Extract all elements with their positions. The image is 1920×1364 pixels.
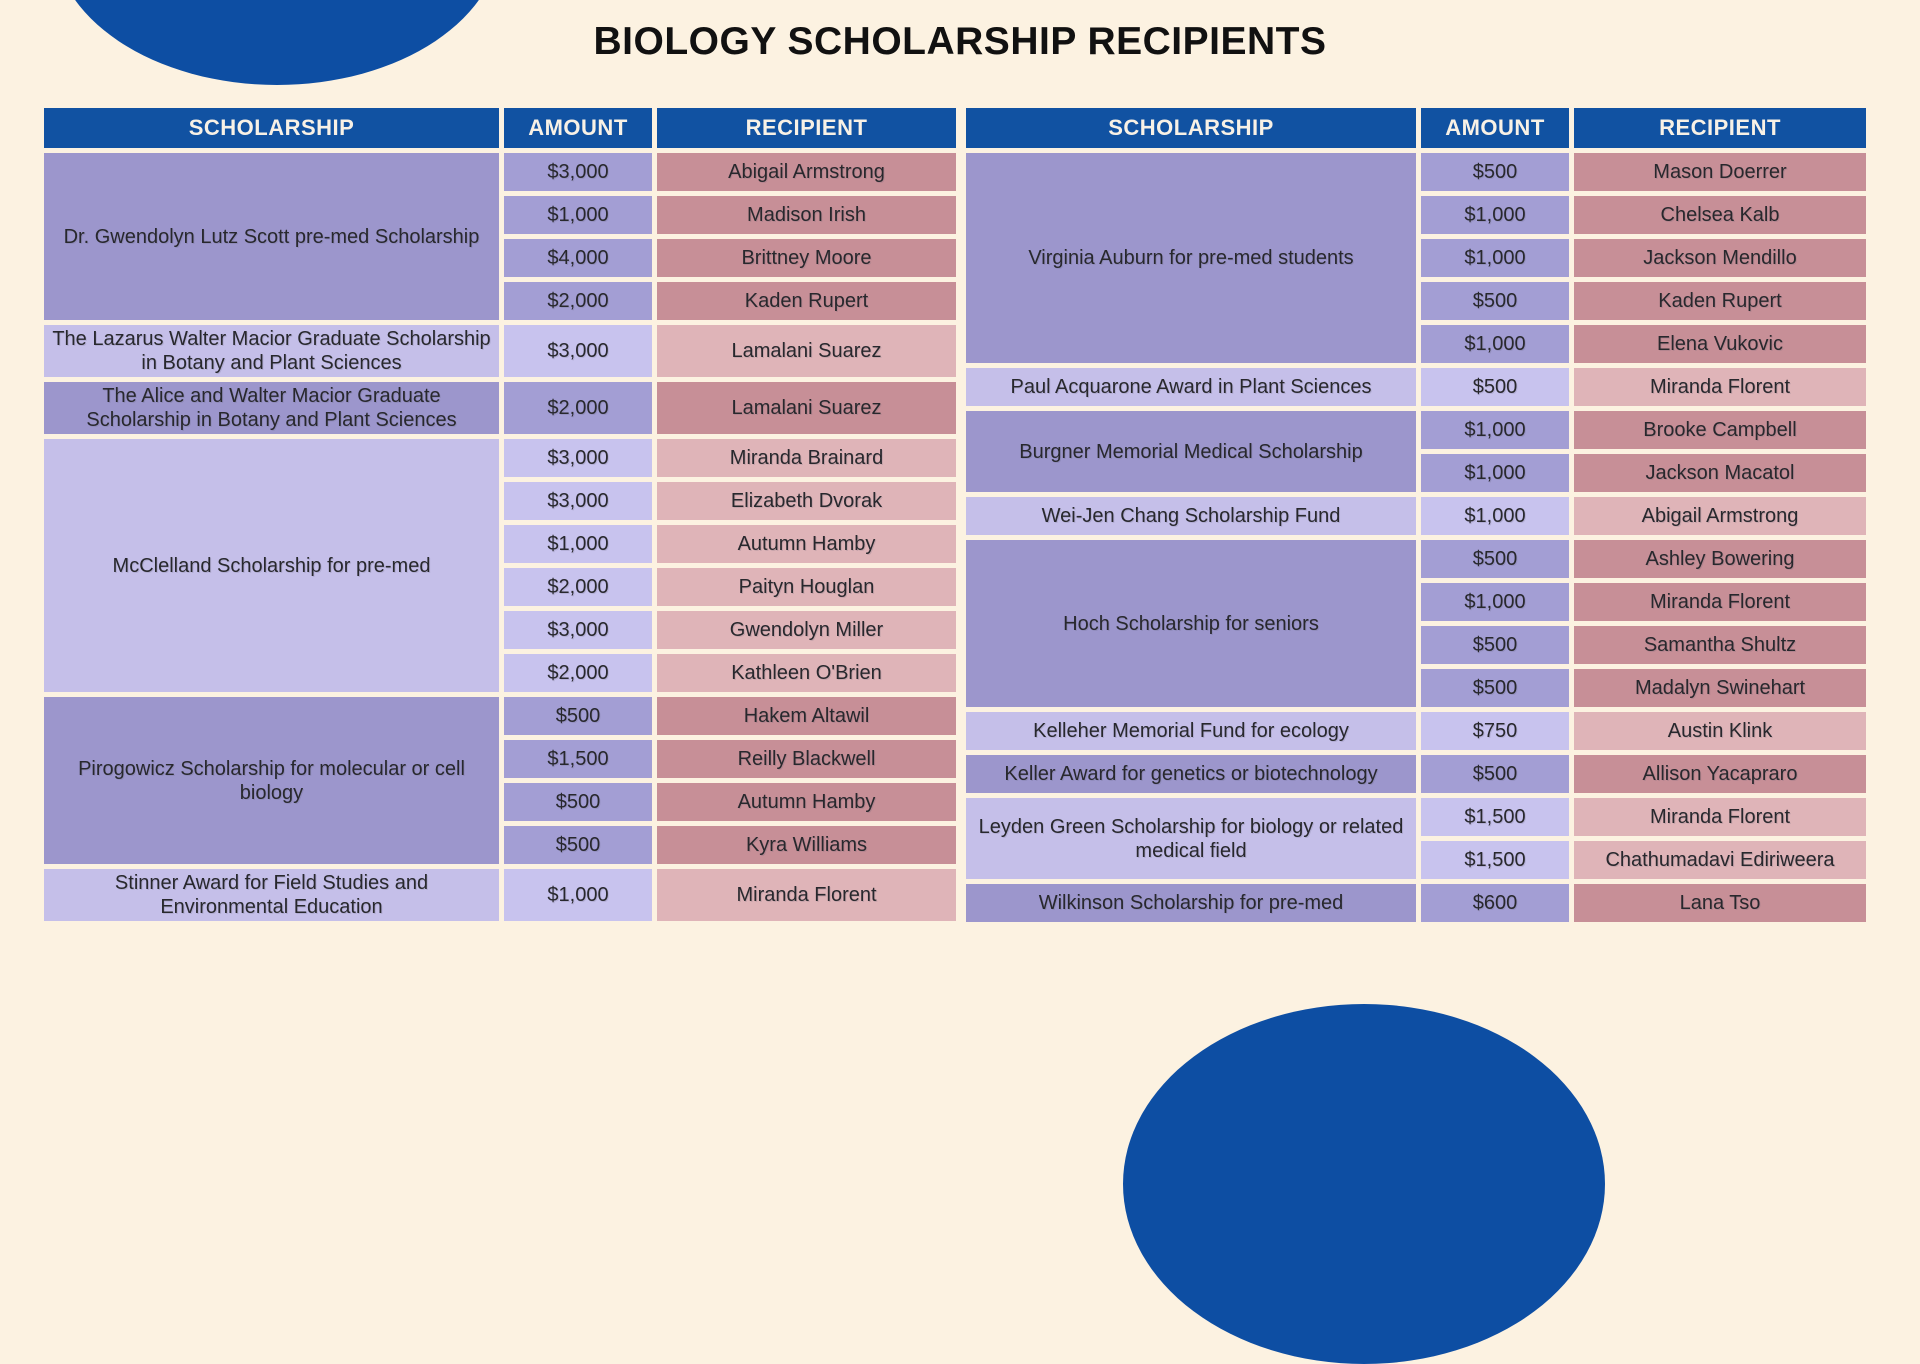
amount-cell: $4,000 (504, 239, 652, 277)
amount-cell: $750 (1421, 712, 1569, 750)
amount-cell: $500 (1421, 368, 1569, 406)
amount-cell: $3,000 (504, 482, 652, 520)
recipient-cell: Gwendolyn Miller (657, 611, 956, 649)
amount-cell: $2,000 (504, 568, 652, 606)
amount-cell: $1,000 (1421, 239, 1569, 277)
scholarship-cell: Kelleher Memorial Fund for ecology (966, 712, 1416, 750)
amount-cell: $1,000 (1421, 411, 1569, 449)
scholarship-cell: Leyden Green Scholarship for biology or related medical field (966, 798, 1416, 879)
recipient-cell: Chathumadavi Ediriweera (1574, 841, 1866, 879)
amount-cell: $2,000 (504, 382, 652, 434)
column-header-scholarship: SCHOLARSHIP (44, 108, 499, 148)
table-row (966, 712, 1866, 750)
amount-cell: $3,000 (504, 439, 652, 477)
recipient-cell: Jackson Mendillo (1574, 239, 1866, 277)
recipient-cell: Hakem Altawil (657, 697, 956, 735)
table-row (44, 325, 956, 377)
table-row (966, 798, 1866, 836)
column-header-amount: AMOUNT (1421, 108, 1569, 148)
table-row (966, 368, 1866, 406)
recipient-cell: Brittney Moore (657, 239, 956, 277)
amount-cell: $1,000 (504, 196, 652, 234)
amount-cell: $500 (504, 826, 652, 864)
recipient-cell: Kaden Rupert (657, 282, 956, 320)
amount-cell: $1,000 (504, 525, 652, 563)
table-row (44, 439, 956, 477)
amount-cell: $1,500 (504, 740, 652, 778)
scholarship-cell: Keller Award for genetics or biotechnology (966, 755, 1416, 793)
recipient-cell: Madalyn Swinehart (1574, 669, 1866, 707)
recipient-cell: Miranda Florent (1574, 798, 1866, 836)
table-row (966, 411, 1866, 449)
recipient-cell: Jackson Macatol (1574, 454, 1866, 492)
scholarship-cell: Pirogowicz Scholarship for molecular or cell biology (44, 697, 499, 864)
tables-container (39, 103, 1871, 927)
scholarship-cell: The Alice and Walter Macior Graduate Scholarship in Botany and Plant Sciences (44, 382, 499, 434)
scholarship-table-right (961, 103, 1871, 927)
scholarship-cell: Hoch Scholarship for seniors (966, 540, 1416, 707)
column-header-scholarship: SCHOLARSHIP (966, 108, 1416, 148)
recipient-cell: Lamalani Suarez (657, 325, 956, 377)
amount-cell: $1,000 (1421, 325, 1569, 363)
scholarship-cell: The Lazarus Walter Macior Graduate Scholarship in Botany and Plant Sciences (44, 325, 499, 377)
recipient-cell: Elena Vukovic (1574, 325, 1866, 363)
scholarship-cell: Virginia Auburn for pre-med students (966, 153, 1416, 363)
table-row (966, 497, 1866, 535)
amount-cell: $500 (1421, 669, 1569, 707)
amount-cell: $1,500 (1421, 798, 1569, 836)
amount-cell: $1,000 (504, 869, 652, 921)
recipient-cell: Paityn Houglan (657, 568, 956, 606)
amount-cell: $1,000 (1421, 196, 1569, 234)
recipient-cell: Mason Doerrer (1574, 153, 1866, 191)
scholarship-cell: Burgner Memorial Medical Scholarship (966, 411, 1416, 492)
column-header-recipient: RECIPIENT (1574, 108, 1866, 148)
recipient-cell: Austin Klink (1574, 712, 1866, 750)
amount-cell: $500 (1421, 755, 1569, 793)
amount-cell: $500 (1421, 540, 1569, 578)
recipient-cell: Miranda Florent (657, 869, 956, 921)
recipient-cell: Samantha Shultz (1574, 626, 1866, 664)
amount-cell: $1,000 (1421, 583, 1569, 621)
recipient-cell: Miranda Florent (1574, 368, 1866, 406)
table-row (966, 884, 1866, 922)
recipient-cell: Abigail Armstrong (657, 153, 956, 191)
recipient-cell: Brooke Campbell (1574, 411, 1866, 449)
recipient-cell: Miranda Brainard (657, 439, 956, 477)
amount-cell: $2,000 (504, 282, 652, 320)
recipient-cell: Abigail Armstrong (1574, 497, 1866, 535)
header-row (44, 108, 956, 148)
amount-cell: $500 (1421, 282, 1569, 320)
amount-cell: $3,000 (504, 153, 652, 191)
header-row (966, 108, 1866, 148)
amount-cell: $1,000 (1421, 454, 1569, 492)
page-title: BIOLOGY SCHOLARSHIP RECIPIENTS (593, 20, 1327, 63)
amount-cell: $1,500 (1421, 841, 1569, 879)
amount-cell: $600 (1421, 884, 1569, 922)
recipient-cell: Lamalani Suarez (657, 382, 956, 434)
amount-cell: $500 (504, 697, 652, 735)
recipient-cell: Kaden Rupert (1574, 282, 1866, 320)
decorative-blob-bottom-right (1123, 1004, 1605, 1364)
column-header-amount: AMOUNT (504, 108, 652, 148)
amount-cell: $500 (1421, 626, 1569, 664)
amount-cell: $3,000 (504, 611, 652, 649)
recipient-cell: Miranda Florent (1574, 583, 1866, 621)
recipient-cell: Ashley Bowering (1574, 540, 1866, 578)
recipient-cell: Kathleen O'Brien (657, 654, 956, 692)
scholarship-cell: Paul Acquarone Award in Plant Sciences (966, 368, 1416, 406)
recipient-cell: Chelsea Kalb (1574, 196, 1866, 234)
scholarship-cell: Wei-Jen Chang Scholarship Fund (966, 497, 1416, 535)
amount-cell: $3,000 (504, 325, 652, 377)
table-row (44, 382, 956, 434)
table-row (966, 755, 1866, 793)
recipient-cell: Kyra Williams (657, 826, 956, 864)
recipient-cell: Elizabeth Dvorak (657, 482, 956, 520)
amount-cell: $500 (1421, 153, 1569, 191)
scholarship-cell: Stinner Award for Field Studies and Environmental Education (44, 869, 499, 921)
recipient-cell: Madison Irish (657, 196, 956, 234)
table-row (44, 697, 956, 735)
amount-cell: $2,000 (504, 654, 652, 692)
table-row (966, 153, 1866, 191)
amount-cell: $1,000 (1421, 497, 1569, 535)
amount-cell: $500 (504, 783, 652, 821)
recipient-cell: Autumn Hamby (657, 783, 956, 821)
table-row (966, 540, 1866, 578)
scholarship-table-left (39, 103, 961, 926)
column-header-recipient: RECIPIENT (657, 108, 956, 148)
scholarship-cell: Wilkinson Scholarship for pre-med (966, 884, 1416, 922)
recipient-cell: Allison Yacapraro (1574, 755, 1866, 793)
scholarship-cell: Dr. Gwendolyn Lutz Scott pre-med Scholarship (44, 153, 499, 320)
table-row (44, 153, 956, 191)
recipient-cell: Lana Tso (1574, 884, 1866, 922)
table-row (44, 869, 956, 921)
recipient-cell: Reilly Blackwell (657, 740, 956, 778)
scholarship-cell: McClelland Scholarship for pre-med (44, 439, 499, 692)
recipient-cell: Autumn Hamby (657, 525, 956, 563)
